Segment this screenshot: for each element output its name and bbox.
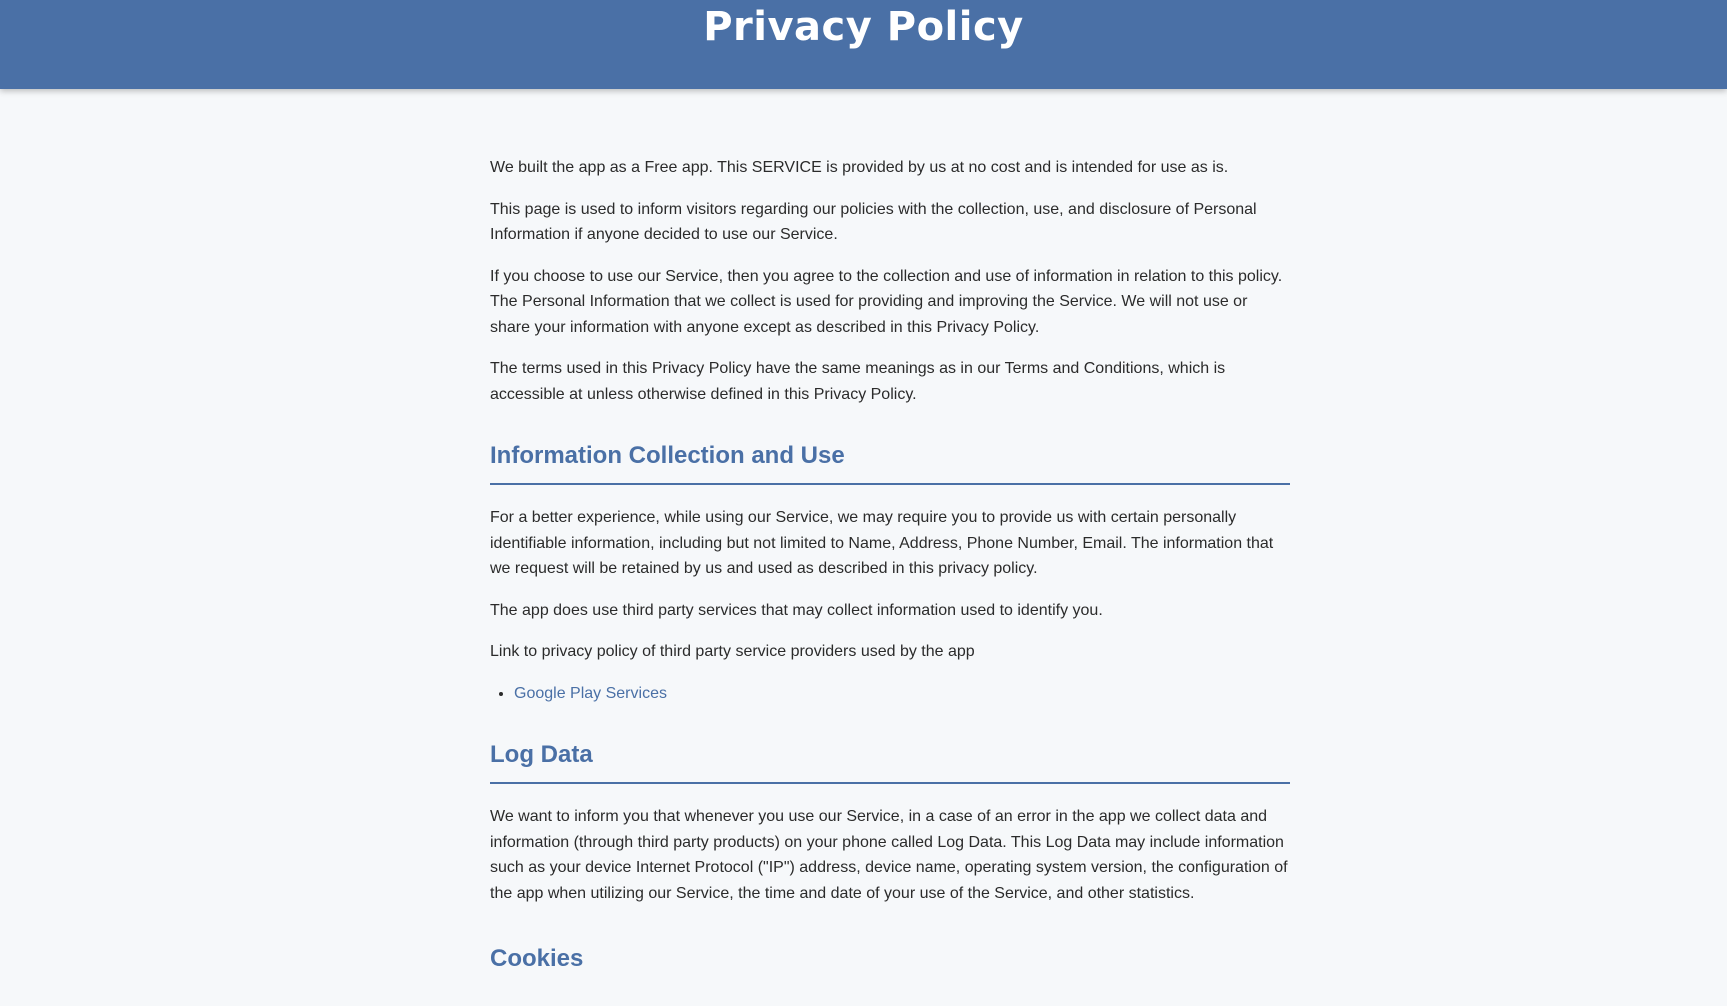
intro-paragraph-3: If you choose to use our Service, then you agree to the collection and use of information in relation to this policy. The Personal Information that we collect is used for providing and improving the Service. We will not use or share your information with anyone except as described in this Privacy Policy. (490, 267, 1283, 336)
page-title: Privacy Policy (703, 4, 1024, 50)
section-heading-log-data: Log Data (490, 740, 1290, 784)
google-play-services-link[interactable]: Google Play Services (514, 684, 667, 702)
section-heading-cookies: Cookies (490, 945, 584, 972)
policy-content (490, 155, 1290, 1006)
third-party-links-list (490, 681, 1290, 707)
page-header (0, 0, 1727, 89)
log-data-paragraph-1: We want to inform you that whenever you use our Service, in a case of an error in the app we collect data and information (through third party products) on your phone called Log Data. This Log Data may include information such as your device Internet Protocol ("IP") address, device name, operating system version, the configuration of the app when utilizing our Service, the time and date of your use of the Service, and other statistics. (490, 808, 1288, 902)
intro-paragraph-4: The terms used in this Privacy Policy have the same meanings as in our Terms and Conditions, which is accessible at unless otherwise defined in this Privacy Policy. (490, 360, 1226, 403)
info-collection-paragraph-3: Link to privacy policy of third party service providers used by the app (490, 643, 975, 660)
info-collection-paragraph-2: The app does use third party services that may collect information used to identify you. (490, 601, 1103, 619)
section-heading-information-collection: Information Collection and Use (490, 441, 1290, 485)
intro-paragraph-2: This page is used to inform visitors regarding our policies with the collection, use, and disclosure of Personal Information if anyone decided to use our Service. (490, 200, 1257, 243)
info-collection-paragraph-1: For a better experience, while using our Service, we may require you to provide us with certain personally identifiable information, including but not limited to Name, Address, Phone Number, Email. The information that we request will be retained by us and used as described in this privacy policy. (490, 509, 1274, 577)
intro-paragraph-1: We built the app as a Free app. This SERVICE is provided by us at no cost and is intended for use as is. (490, 159, 1229, 176)
list-item (514, 681, 1290, 707)
